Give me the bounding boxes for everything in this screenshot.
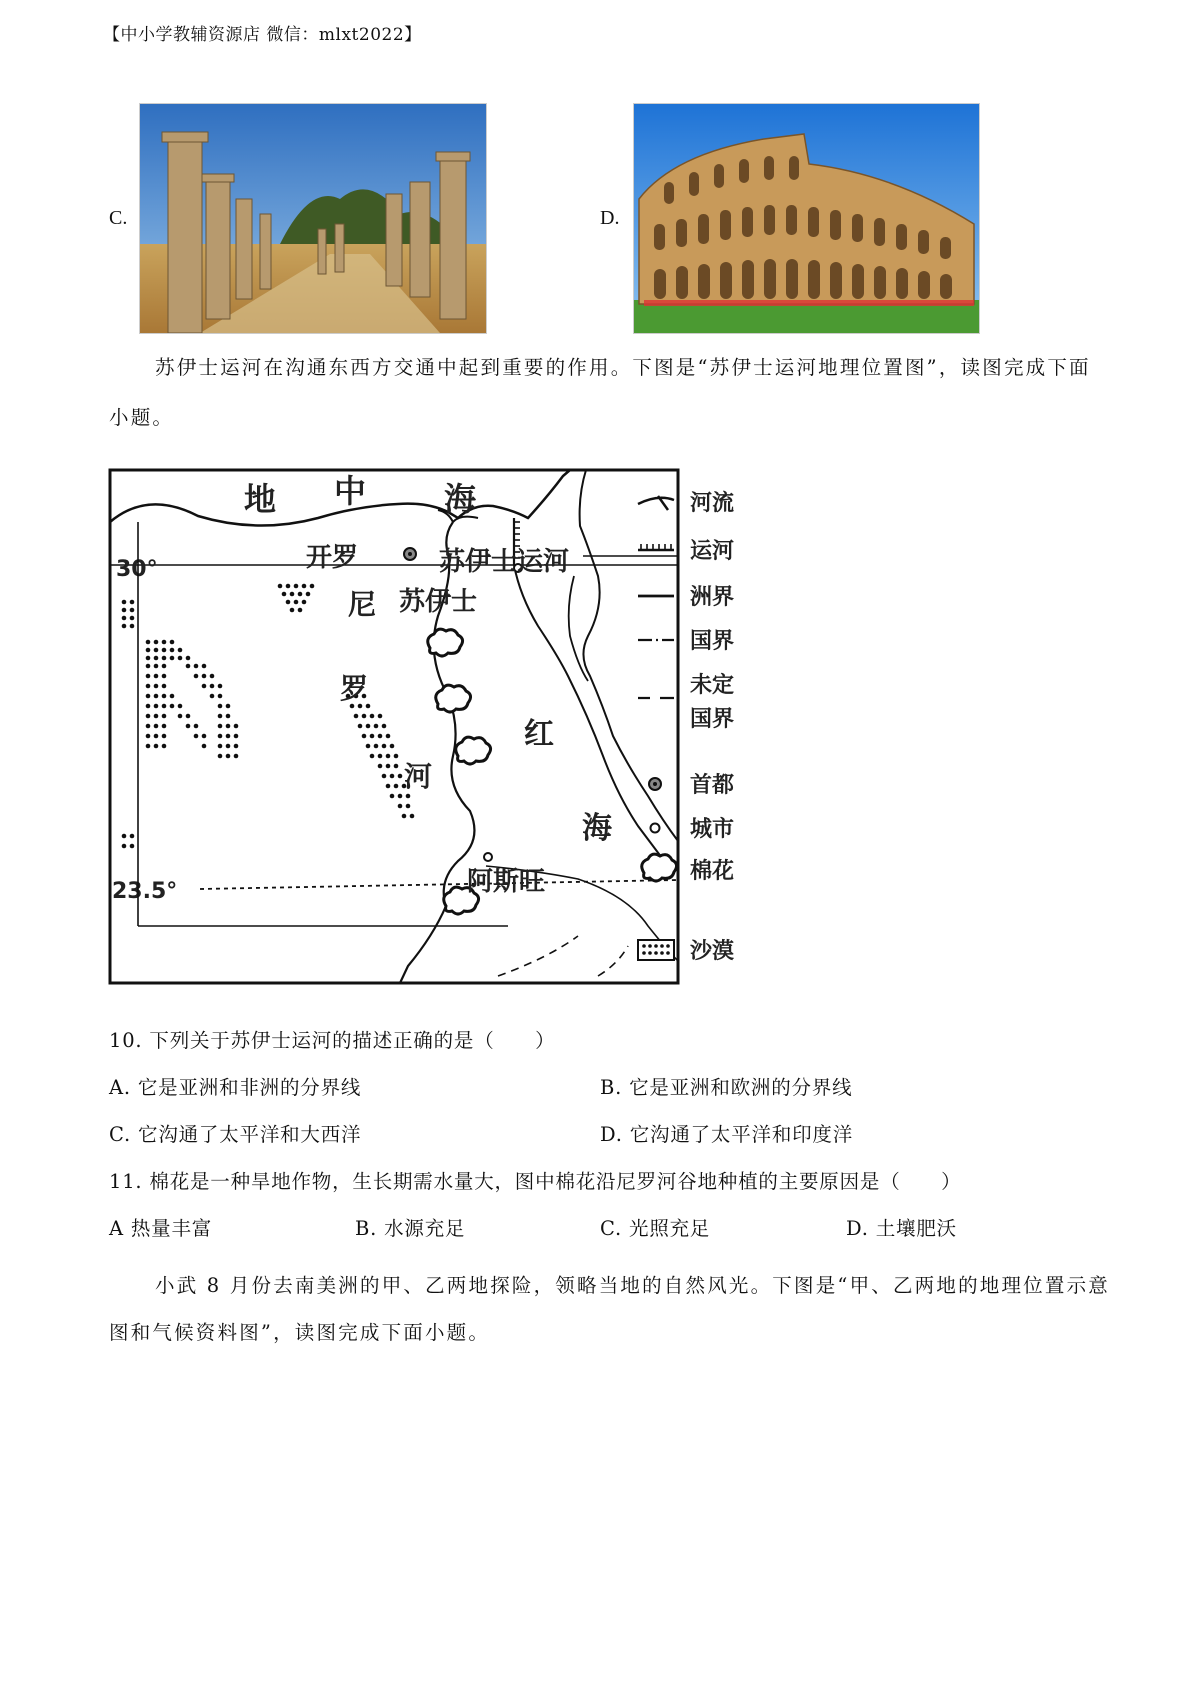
q11-option-d[interactable]: D. 土壤肥沃 xyxy=(846,1217,957,1240)
legend-continent-border: 洲界 xyxy=(690,585,735,610)
cairo-label: 开罗 xyxy=(306,543,359,573)
intro2-line1: 小武 8 月份去南美洲的甲、乙两地探险，领略当地的自然风光。下图是“甲、乙两地的地理位置示意 xyxy=(155,1274,1110,1297)
q10-option-b[interactable]: B. 它是亚洲和欧洲的分界线 xyxy=(600,1076,853,1099)
ancient-columns-photo xyxy=(139,103,487,334)
legend-river: 河流 xyxy=(690,491,735,516)
aswan-city-icon xyxy=(484,853,492,861)
q10-option-c[interactable]: C. 它沟通了太平洋和大西洋 xyxy=(109,1123,362,1146)
aswan-label: 阿斯旺 xyxy=(467,867,546,897)
colosseum-photo xyxy=(633,103,980,334)
intro1-line2: 小题。 xyxy=(109,406,175,429)
q10-stem: 10. 下列关于苏伊士运河的描述正确的是（ ） xyxy=(109,1029,556,1052)
legend-undefined-border-1: 未定 xyxy=(690,673,735,698)
page-header: 【中小学教辅资源店 微信：mlxt2022】 xyxy=(103,25,422,45)
legend-city: 城市 xyxy=(690,817,735,842)
q10-option-d[interactable]: D. 它沟通了太平洋和印度洋 xyxy=(600,1123,854,1146)
legend-capital: 首都 xyxy=(690,773,735,798)
legend-national-border: 国界 xyxy=(690,629,735,654)
sea-label-zhong: 中 xyxy=(334,472,367,510)
red-sea-label-hong: 红 xyxy=(524,717,554,752)
intro1-line1: 苏伊士运河在沟通东西方交通中起到重要的作用。下图是“苏伊士运河地理位置图”，读图完成下面 xyxy=(155,356,1091,379)
legend-undefined-border-2: 国界 xyxy=(690,707,735,732)
suez-label: 苏伊士 xyxy=(399,587,478,617)
nile-label-luo: 罗 xyxy=(340,672,369,705)
option-d-label: D. xyxy=(600,207,620,229)
legend-cotton: 棉花 xyxy=(690,859,735,884)
intro2-line2: 图和气候资料图”，读图完成下面小题。 xyxy=(109,1321,491,1344)
suez-canal-label: 苏伊士运河 xyxy=(439,547,570,577)
suez-canal-map xyxy=(108,466,822,989)
q10-option-a[interactable]: A. 它是亚洲和非洲的分界线 xyxy=(109,1076,362,1099)
q11-stem: 11. 棉花是一种旱地作物，生长期需水量大，图中棉花沿尼罗河谷地种植的主要原因是（ ） xyxy=(109,1170,962,1193)
legend-desert: 沙漠 xyxy=(690,939,735,964)
q11-option-b[interactable]: B. 水源充足 xyxy=(355,1217,466,1240)
q11-option-c[interactable]: C. 光照充足 xyxy=(600,1217,711,1240)
sea-label-hai: 海 xyxy=(444,480,477,518)
nile-label-he: 河 xyxy=(404,760,433,793)
legend-canal: 运河 xyxy=(690,539,735,564)
lat30-label: 30° xyxy=(116,557,158,582)
sea-label-di: 地 xyxy=(244,480,277,518)
q11-option-a[interactable]: A 热量丰富 xyxy=(109,1217,213,1240)
lat235-label: 23.5° xyxy=(112,879,178,904)
red-sea-label-hai: 海 xyxy=(582,811,612,846)
nile-label-ni: 尼 xyxy=(348,588,377,621)
option-c-label: C. xyxy=(109,207,128,229)
